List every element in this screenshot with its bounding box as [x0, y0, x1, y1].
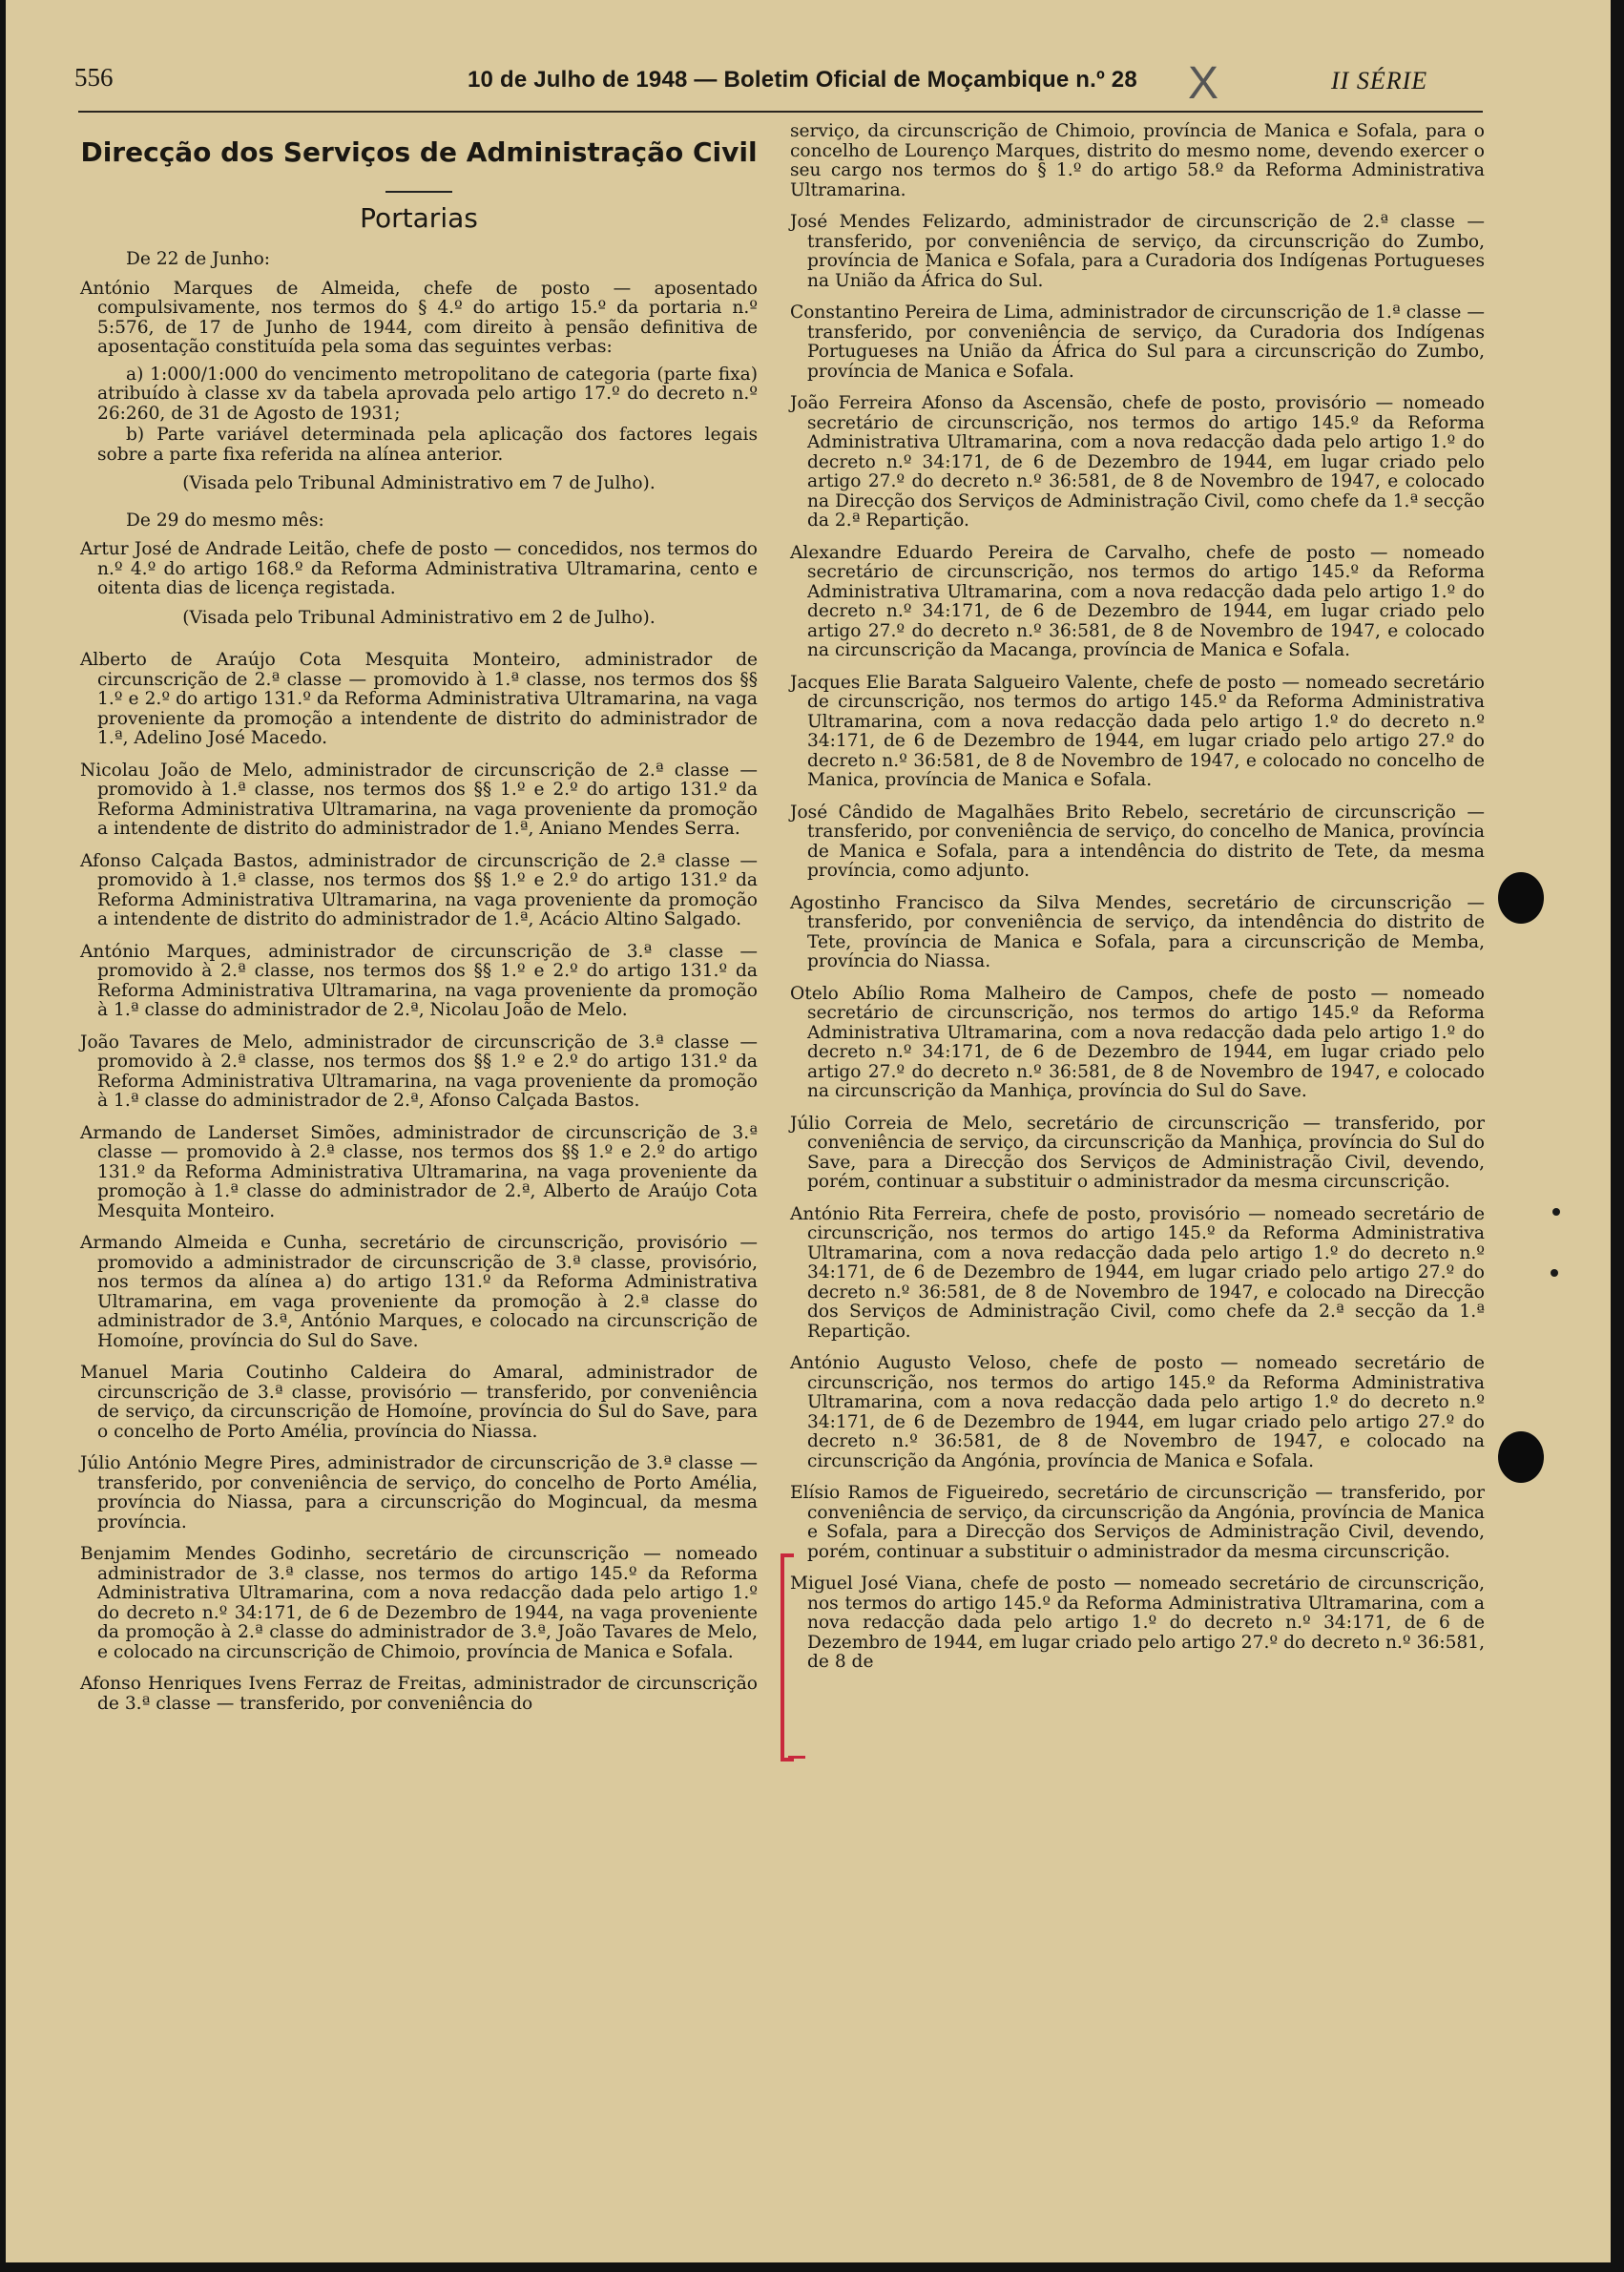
- punch-hole: [1498, 1431, 1544, 1483]
- paragraph: Miguel José Viana, chefe de posto — nomeado secretário de circunscrição, nos termos do artigo 145.º da Reforma Administrativa Ultramarina, com a nova redacção dada pelo artigo 1.º do decreto n.º 34:171, de 6 de Dezembro de 1944, em lugar criado pelo artigo 27.º do decreto n.º 36:581, de 8 de: [790, 1574, 1485, 1672]
- paragraph: António Marques de Almeida, chefe de posto — aposentado compulsivamente, nos termos do § 4.º do artigo 15.º da portaria n.º 5:576, de 17 de Junho de 1944, com direito à pensão definitiva de aposentação constituída pela soma das seguintes verbas:: [80, 278, 758, 357]
- scan-border-bottom: [0, 2262, 1624, 2272]
- visa-note: (Visada pelo Tribunal Administrativo em 2 de Julho).: [182, 607, 656, 628]
- date-heading: De 22 de Junho:: [126, 249, 271, 269]
- running-title: 10 de Julho de 1948 — Boletim Oficial de Moçambique n.º 28: [468, 67, 1137, 93]
- paragraph: José Mendes Felizardo, administrador de circunscrição de 2.ª classe — transferido, por conveniência de serviço, da circunscrição do Zumbo, província de Manica e Sofala, para a Curadoria dos Indígenas Portugueses na União da África do Sul.: [790, 212, 1485, 291]
- header-rule: [78, 111, 1483, 113]
- section-subtitle: Portarias: [360, 202, 478, 234]
- paragraph: José Cândido de Magalhães Brito Rebelo, secretário de circunscrição — transferido, por conveniência de serviço, do concelho de Manica, província de Manica e Sofala, para a intendência do distrito de Tete, da mesma província, como adjunto.: [790, 802, 1485, 881]
- ink-speck: [1551, 1269, 1558, 1277]
- paragraph: Jacques Elie Barata Salgueiro Valente, chefe de posto — nomeado secretário de circunscrição, nos termos do artigo 145.º da Reforma Administrativa Ultramarina, com a nova redacção dada pelo artigo 1.º do decreto n.º 34:171, de 6 de Dezembro de 1944, em lugar criado pelo artigo 27.º do decreto n.º 36:581, de 8 de Novembro de 1947, e colocado no concelho de Manica, província de Manica e Sofala.: [790, 672, 1485, 790]
- visa-note: (Visada pelo Tribunal Administrativo em 7 de Julho).: [182, 473, 656, 493]
- handwritten-mark: X: [1188, 58, 1219, 109]
- paragraph: Otelo Abílio Roma Malheiro de Campos, chefe de posto — nomeado secretário de circunscrição, nos termos do artigo 145.º da Reforma Administrativa Ultramarina, com a nova redacção dada pelo artigo 1.º do decreto n.º 34:171, de 6 de Dezembro de 1944, em lugar criado pelo artigo 27.º do decreto n.º 36:581, de 8 de Novembro de 1947, e colocado na circunscrição da Manhiça, província do Sul do Save.: [790, 983, 1485, 1101]
- paragraph: Constantino Pereira de Lima, administrador de circunscrição de 1.ª classe — transferido, por conveniência de serviço, da Curadoria dos Indígenas Portugueses na União da África do Sul para a circunscrição do Zumbo, província de Manica e Sofala.: [790, 302, 1485, 382]
- paragraph: Agostinho Francisco da Silva Mendes, secretário de circunscrição — transferido, por conveniência de serviço, da intendência do distrito de Tete, província de Manica e Sofala, para a circunscrição de Memba, província do Niassa.: [790, 892, 1485, 971]
- scan-border-right: [1611, 0, 1624, 2272]
- page-number: 556: [74, 63, 114, 92]
- paragraph: João Tavares de Melo, administrador de circunscrição de 3.ª classe — promovido à 2.ª classe, nos termos dos §§ 1.º e 2.º do artigo 131.º da Reforma Administrativa Ultramarina, na vaga proveniente da promoção à 1.ª classe do administrador de 2.ª, Afonso Calçada Bastos.: [80, 1032, 758, 1111]
- paragraph: Alexandre Eduardo Pereira de Carvalho, chefe de posto — nomeado secretário de circunscrição, nos termos do artigo 145.º da Reforma Administrativa Ultramarina, com a nova redacção dada pelo artigo 1.º do decreto n.º 34:171, de 6 de Dezembro de 1944, em lugar criado pelo artigo 27.º do decreto n.º 36:581, de 8 de Novembro de 1947, e colocado na circunscrição da Macanga, província de Manica e Sofala.: [790, 542, 1485, 660]
- paragraph: António Marques, administrador de circunscrição de 3.ª classe — promovido à 2.ª classe, nos termos dos §§ 1.º e 2.º do artigo 131.º da Reforma Administrativa Ultramarina, na vaga proveniente da promoção à 1.ª classe do administrador de 2.ª, Nicolau João de Melo.: [80, 941, 758, 1020]
- paragraph: Júlio António Megre Pires, administrador de circunscrição de 3.ª classe — transferido, por conveniência de serviço, do concelho de Porto Amélia, província do Niassa, para a circunscrição do Mogincual, da mesma província.: [80, 1453, 758, 1532]
- paragraph: Alberto de Araújo Cota Mesquita Monteiro, administrador de circunscrição de 2.ª classe — promovido à 1.ª classe, nos termos dos §§ 1.º e 2.º do artigo 131.º da Reforma Administrativa Ultramarina, na vaga proveniente da promoção a intendente de distrito do administrador de 1.ª, Adelino José Macedo.: [80, 650, 758, 748]
- paragraph: João Ferreira Afonso da Ascensão, chefe de posto, provisório — nomeado secretário de circunscrição, nos termos do artigo 145.º da Reforma Administrativa Ultramarina, com a nova redacção dada pelo artigo 1.º do decreto n.º 34:171, de 6 de Dezembro de 1944, em lugar criado pelo artigo 27.º do decreto n.º 36:581, de 8 de Novembro de 1947, e colocado na Direcção dos Serviços de Administração Civil, como chefe da 1.ª secção da 2.ª Repartição.: [790, 393, 1485, 531]
- paragraph: Elísio Ramos de Figueiredo, secretário de circunscrição — transferido, por conveniência de serviço, da circunscrição da Angónia, província de Manica e Sofala, para a Direcção dos Serviços de Administração Civil, devendo, porém, continuar a substituir o administrador da mesma circunscrição.: [790, 1483, 1485, 1562]
- paragraph: Nicolau João de Melo, administrador de circunscrição de 2.ª classe — promovido à 1.ª classe, nos termos dos §§ 1.º e 2.º do artigo 131.º da Reforma Administrativa Ultramarina, na vaga proveniente da promoção a intendente de distrito do administrador de 1.ª, Aniano Mendes Serra.: [80, 760, 758, 839]
- paragraph: Artur José de Andrade Leitão, chefe de posto — concedidos, nos termos do n.º 4.º do artigo 168.º da Reforma Administrativa Ultramarina, cento e oitenta dias de licença registada.: [80, 539, 758, 598]
- right-column: [790, 122, 1485, 1685]
- paragraph: Armando de Landerset Simões, administrador de circunscrição de 3.ª classe — promovido à 2.ª classe, nos termos dos §§ 1.º e 2.º do artigo 131.º da Reforma Administrativa Ultramarina, na vaga proveniente da promoção à 1.ª classe do administrador de 2.ª, Alberto de Araújo Cota Mesquita Monteiro.: [80, 1122, 758, 1221]
- paragraph: Benjamim Mendes Godinho, secretário de circunscrição — nomeado administrador de 3.ª classe, nos termos do artigo 145.º da Reforma Administrativa Ultramarina, com a nova redacção dada pelo artigo 1.º do decreto n.º 34:171, de 6 de Dezembro de 1944, na vaga proveniente da promoção à 2.ª classe do administrador de 3.ª, João Tavares de Melo, e colocado na circunscrição de Chimoio, província de Manica e Sofala.: [80, 1544, 758, 1662]
- paragraph: Armando Almeida e Cunha, secretário de circunscrição, provisório — promovido a administrador de circunscrição de 3.ª classe, provisório, nos termos da alínea a) do artigo 131.º da Reforma Administrativa Ultramarina, em vaga proveniente da promoção à 2.ª classe do administrador de 3.ª, António Marques, e colocado na circunscrição de Homoíne, província do Sul do Save.: [80, 1233, 758, 1351]
- ink-speck: [1552, 1208, 1560, 1216]
- scan-border-left: [0, 0, 6, 2272]
- paragraph: Afonso Henriques Ivens Ferraz de Freitas, administrador de circunscrição de 3.ª classe — transferido, por conveniência do: [80, 1674, 758, 1714]
- red-underline-mark: [788, 1756, 805, 1759]
- page-header: [48, 58, 1479, 109]
- paragraph: Manuel Maria Coutinho Caldeira do Amaral, administrador de circunscrição de 3.ª classe, provisório — transferido, por conveniência de serviço, da circunscrição de Homoíne, província do Sul do Save, para o concelho de Porto Amélia, província do Niassa.: [80, 1363, 758, 1442]
- list-item: a) 1:000/1:000 do vencimento metropolitano de categoria (parte fixa) atribuído à classe xv da tabela aprovada pelo artigo 17.º do decreto n.º 26:260, de 31 de Agosto de 1931;: [97, 364, 758, 424]
- paragraph: Júlio Correia de Melo, secretário de circunscrição — transferido, por conveniência de serviço, da circunscrição da Manhiça, província do Sul do Save, para a Direcção dos Serviços de Administração Civil, devendo, porém, continuar a substituir o administrador da mesma circunscrição.: [790, 1113, 1485, 1192]
- punch-hole: [1498, 872, 1544, 924]
- paragraph: António Augusto Veloso, chefe de posto — nomeado secretário de circunscrição, nos termos do artigo 145.º da Reforma Administrativa Ultramarina, com a nova redacção dada pelo artigo 1.º do decreto n.º 34:171, de 6 de Dezembro de 1944, em lugar criado pelo artigo 27.º do decreto n.º 36:581, de 8 de Novembro de 1947, e colocado na circunscrição da Angónia, província de Manica e Sofala.: [790, 1353, 1485, 1471]
- date-heading: De 29 do mesmo mês:: [126, 510, 324, 531]
- paragraph: António Rita Ferreira, chefe de posto, provisório — nomeado secretário de circunscrição, nos termos do artigo 145.º da Reforma Administrativa Ultramarina, com a nova redacção dada pelo artigo 1.º do decreto n.º 34:171, de 6 de Dezembro de 1944, em lugar criado pelo artigo 27.º do decreto n.º 36:581, de 8 de Novembro de 1947, e colocado na Direcção dos Serviços de Administração Civil, como chefe da 2.ª secção da 1.ª Repartição.: [790, 1203, 1485, 1342]
- paragraph: serviço, da circunscrição de Chimoio, província de Manica e Sofala, para o concelho de Lourenço Marques, distrito do mesmo nome, devendo exercer o seu cargo nos termos do § 1.º do artigo 58.º da Reforma Administrativa Ultramarina.: [790, 121, 1485, 200]
- title-divider: [385, 191, 452, 193]
- red-bracket-mark: [781, 1553, 794, 1761]
- list-item: b) Parte variável determinada pela aplicação dos factores legais sobre a parte fixa referida na alínea anterior.: [97, 425, 758, 465]
- paragraph: Afonso Calçada Bastos, administrador de circunscrição de 2.ª classe — promovido à 1.ª classe, nos termos dos §§ 1.º e 2.º do artigo 131.º da Reforma Administrativa Ultramarina, na vaga proveniente da promoção a intendente de distrito do administrador de 1.ª, Acácio Altino Salgado.: [80, 850, 758, 929]
- left-column: [80, 128, 758, 1726]
- series-label: II SÉRIE: [1331, 67, 1428, 94]
- section-title: Direcção dos Serviços de Administração Civil: [80, 136, 758, 168]
